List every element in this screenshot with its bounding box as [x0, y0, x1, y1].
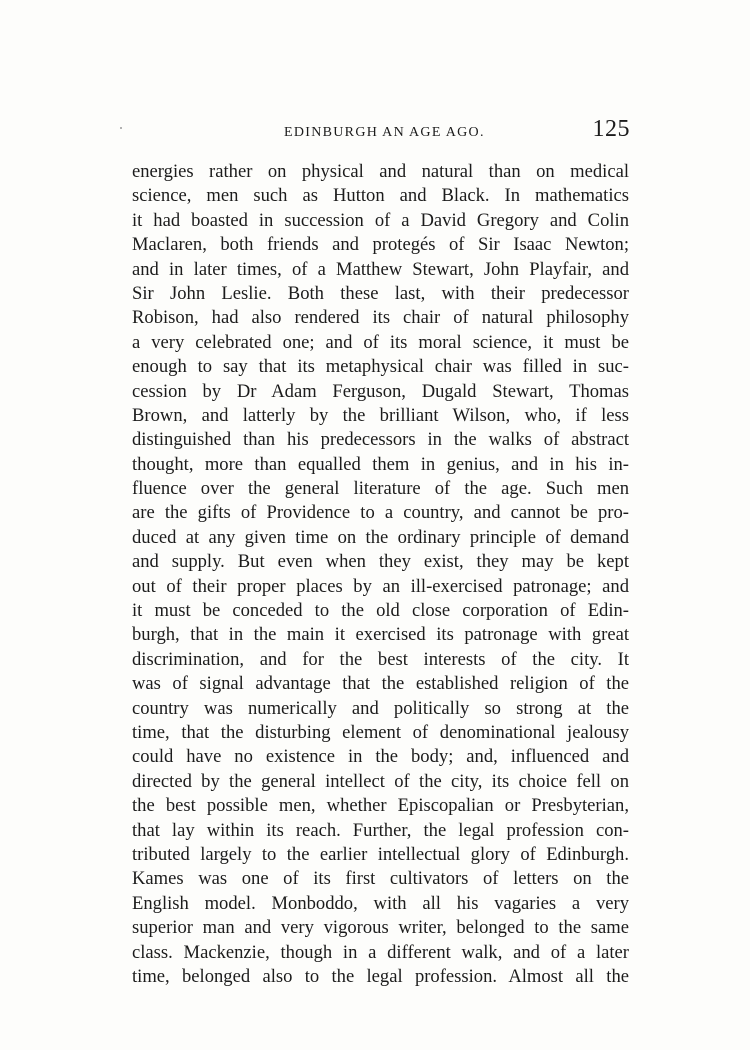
text-line: and in later times, of a Matthew Stewart, John Playfair, and [132, 258, 629, 280]
text-line: thought, more than equalled them in genius, and in his in- [132, 453, 629, 475]
text-line: class. Mackenzie, though in a different walk, and of a later [132, 941, 629, 963]
page-number: 125 [592, 116, 630, 142]
text-line: Robison, had also rendered its chair of natural philosophy [132, 307, 629, 329]
text-line: out of their proper places by an ill-exercised patronage; and [132, 575, 629, 597]
text-line: distinguished than his predecessors in the walks of abstract [132, 429, 629, 451]
text-line: could have no existence in the body; and, influenced and [132, 746, 629, 768]
text-line: burgh, that in the main it exercised its patronage with great [132, 624, 629, 646]
text-line: time, that the disturbing element of denominational jealousy [132, 721, 629, 743]
text-line: country was numerically and politically so strong at the [132, 697, 629, 719]
text-line: directed by the general intellect of the city, its choice fell on [132, 770, 629, 792]
text-line: science, men such as Hutton and Black. In mathematics [132, 185, 629, 207]
text-line: and supply. But even when they exist, they may be kept [132, 551, 629, 573]
text-line: it had boasted in succession of a David Gregory and Colin [132, 209, 629, 231]
paper-speck [120, 127, 122, 129]
text-line: Brown, and latterly by the brilliant Wilson, who, if less [132, 404, 629, 426]
text-line: cession by Dr Adam Ferguson, Dugald Stewart, Thomas [132, 380, 629, 402]
running-header [130, 116, 630, 150]
text-line: was of signal advantage that the established religion of the [132, 673, 629, 695]
body-text [132, 160, 629, 989]
text-line: enough to say that its metaphysical chair was filled in suc- [132, 356, 629, 378]
text-line: it must be conceded to the old close corporation of Edin- [132, 600, 629, 622]
text-line: tributed largely to the earlier intellectual glory of Edinburgh. [132, 843, 629, 865]
text-line: a very celebrated one; and of its moral science, it must be [132, 331, 629, 353]
running-title: EDINBURGH AN AGE AGO. [284, 125, 485, 140]
text-line: the best possible men, whether Episcopalian or Presbyterian, [132, 795, 629, 817]
text-line: are the gifts of Providence to a country, and cannot be pro- [132, 502, 629, 524]
text-line: Sir John Leslie. Both these last, with their predecessor [132, 282, 629, 304]
text-line: duced at any given time on the ordinary principle of demand [132, 526, 629, 548]
text-line: superior man and very vigorous writer, belonged to the same [132, 917, 629, 939]
text-line: Kames was one of its first cultivators of letters on the [132, 868, 629, 890]
text-line: English model. Monboddo, with all his vagaries a very [132, 892, 629, 914]
text-line: discrimination, and for the best interests of the city. It [132, 648, 629, 670]
text-line: Maclaren, both friends and protegés of Sir Isaac Newton; [132, 234, 629, 256]
text-line: energies rather on physical and natural than on medical [132, 161, 629, 182]
text-line: that lay within its reach. Further, the legal profession con- [132, 819, 629, 841]
text-line: time, belonged also to the legal profession. Almost all the [132, 965, 629, 987]
text-line: fluence over the general literature of the age. Such men [132, 478, 629, 500]
